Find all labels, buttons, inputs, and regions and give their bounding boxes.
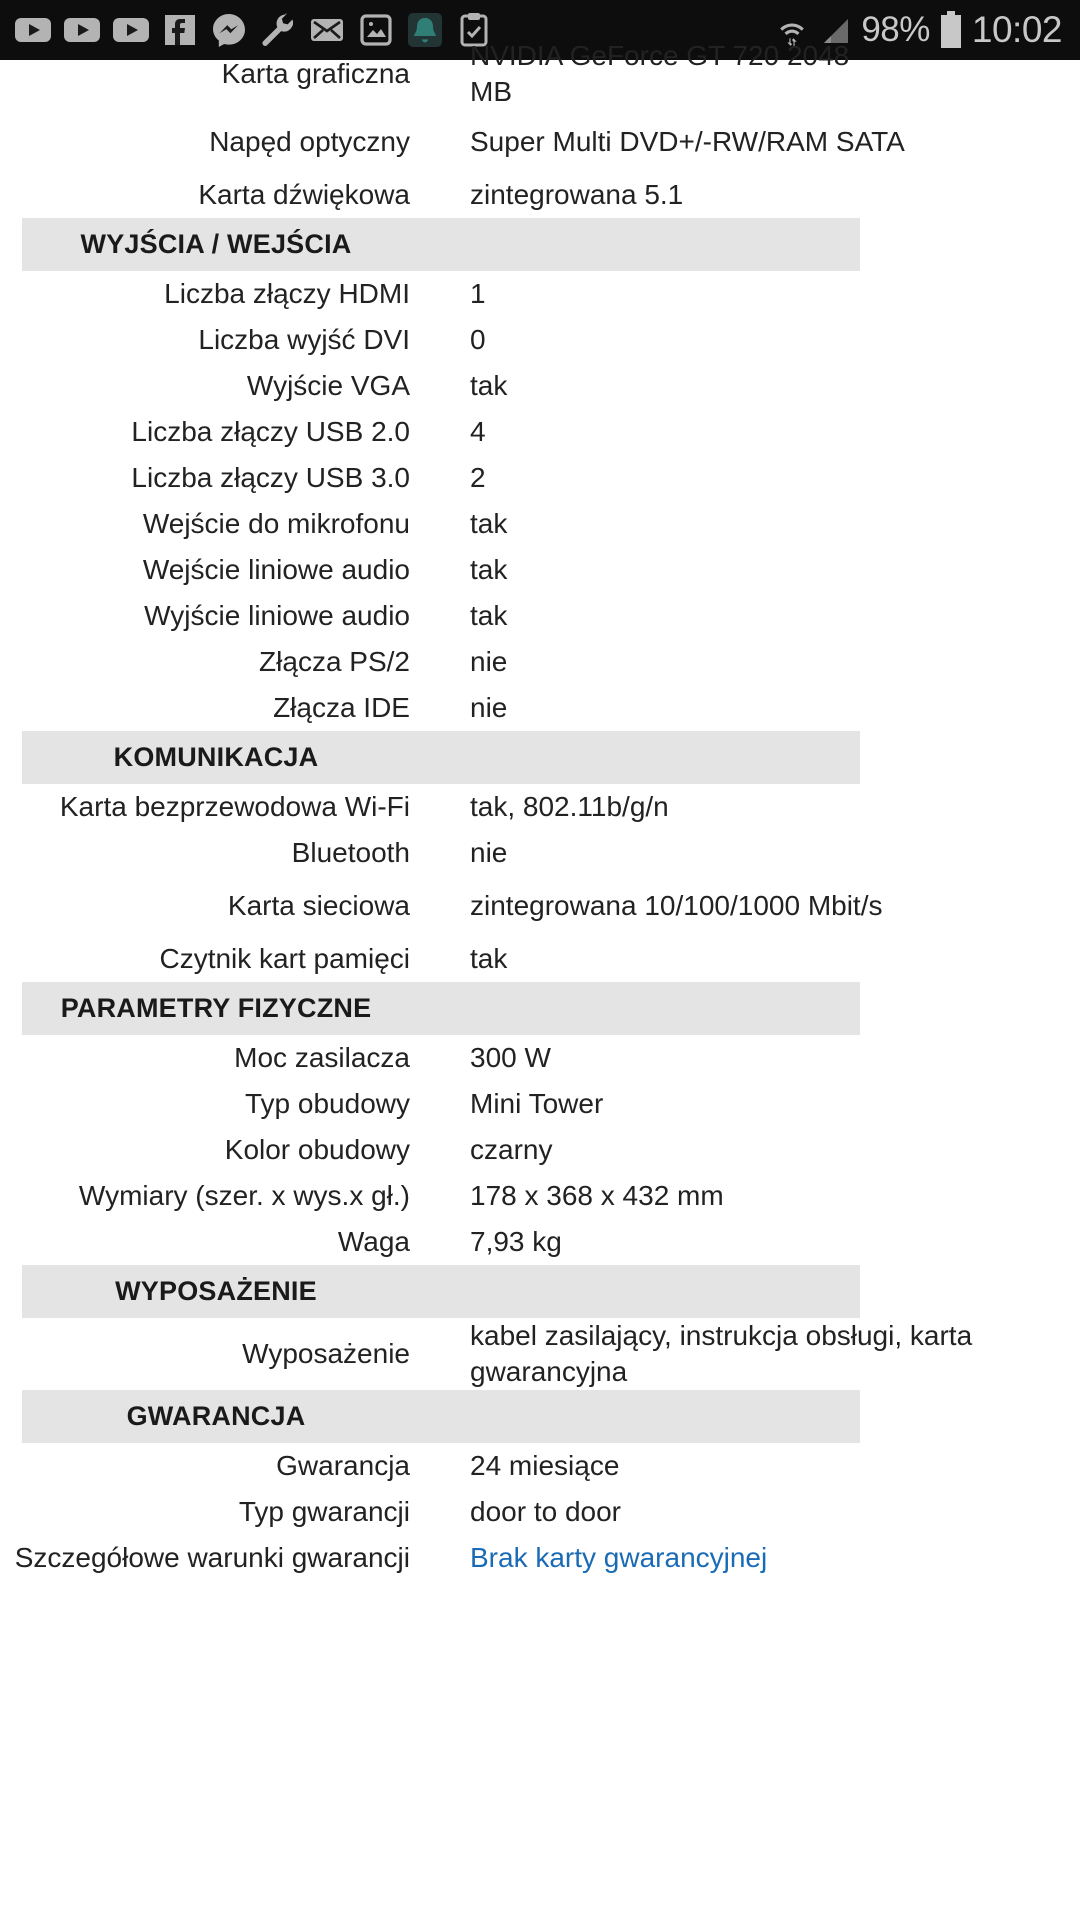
row-value: 300 W [470, 1042, 551, 1073]
table-row [0, 271, 1080, 317]
row-label: Wyjście VGA [246, 370, 410, 401]
table-row [0, 1081, 1080, 1127]
row-label: Wyposażenie [242, 1338, 410, 1369]
row-value: tak [470, 508, 508, 539]
row-value: door to door [470, 1496, 621, 1527]
row-value-line2: MB [470, 76, 512, 107]
spec-body [0, 112, 1080, 1581]
row-label: Moc zasilacza [234, 1042, 410, 1073]
table-row [0, 685, 1080, 731]
table-row [0, 593, 1080, 639]
row-label: Bluetooth [291, 837, 410, 868]
row-label: Gwarancja [276, 1450, 410, 1481]
table-row [0, 1035, 1080, 1081]
row-label: Liczba wyjść DVI [198, 324, 410, 355]
row-value: 7,93 kg [470, 1226, 562, 1257]
section-header-title: GWARANCJA [126, 1401, 306, 1431]
table-row [0, 936, 1080, 982]
row-value: 24 miesiące [470, 1450, 620, 1481]
row-value: tak [470, 943, 508, 974]
row-label: Wejście do mikrofonu [142, 508, 410, 539]
table-row [0, 363, 1080, 409]
row-value-link[interactable]: Brak karty gwarancyjnej [470, 1542, 768, 1573]
clipped-row-wrapper [0, 40, 1080, 112]
row-value [410, 38, 1080, 110]
row-value: tak [470, 600, 508, 631]
section-header-title: WYJŚCIA / WEJŚCIA [80, 229, 352, 259]
table-row [0, 547, 1080, 593]
row-label: Czytnik kart pamięci [159, 943, 410, 974]
table-row [0, 1489, 1080, 1535]
row-label: Liczba złączy HDMI [164, 278, 410, 309]
row-value: nie [470, 692, 508, 723]
row-value: 2 [470, 462, 486, 493]
table-row [0, 317, 1080, 363]
table-row [0, 876, 1080, 936]
row-value: Super Multi DVD+/-RW/RAM SATA [470, 126, 905, 157]
section-header [22, 218, 860, 271]
table-row [0, 1318, 1080, 1390]
row-label: Typ gwarancji [238, 1496, 410, 1527]
table-row [0, 172, 1080, 218]
table-row [0, 38, 1080, 110]
section-header-title: WYPOSAŻENIE [115, 1276, 317, 1306]
row-label: Typ obudowy [245, 1088, 410, 1119]
table-row [0, 112, 1080, 172]
row-value: 4 [470, 416, 486, 447]
row-label: Wyjście liniowe audio [144, 600, 410, 631]
row-label: Kolor obudowy [224, 1134, 410, 1165]
row-value: Mini Tower [470, 1088, 604, 1119]
row-label: Wejście liniowe audio [142, 554, 410, 585]
row-value: 0 [470, 324, 486, 355]
row-label: Karta dźwiękowa [198, 179, 410, 210]
table-row [0, 1443, 1080, 1489]
row-label: Złącza IDE [273, 692, 410, 723]
row-value: tak [470, 554, 508, 585]
row-label: Karta sieciowa [227, 890, 410, 921]
table-row [0, 1219, 1080, 1265]
section-header [22, 1265, 860, 1318]
row-label: Liczba złączy USB 2.0 [131, 416, 410, 447]
row-value: nie [470, 646, 508, 677]
row-value: tak [470, 370, 508, 401]
row-value: nie [470, 837, 508, 868]
row-value-line1: NVIDIA GeForce GT 720 2048 [470, 40, 850, 71]
row-label: Wymiary (szer. x wys.x gł.) [78, 1180, 410, 1211]
table-row [0, 1173, 1080, 1219]
table-row [0, 784, 1080, 830]
row-value: 178 x 368 x 432 mm [470, 1180, 724, 1211]
row-label: Waga [337, 1226, 410, 1257]
table-row [0, 455, 1080, 501]
row-label: Karta graficzna [221, 58, 410, 89]
section-header [22, 1390, 860, 1443]
row-label: Napęd optyczny [209, 126, 410, 157]
row-value: zintegrowana 10/100/1000 Mbit/s [470, 890, 883, 921]
clock-label: 10:02 [971, 9, 1062, 50]
row-value: czarny [470, 1134, 553, 1165]
battery-percent-label: 98% [861, 10, 930, 49]
table-row [0, 639, 1080, 685]
table-row [0, 830, 1080, 876]
section-header [22, 731, 860, 784]
row-value: zintegrowana 5.1 [470, 179, 684, 210]
row-value: 1 [470, 278, 486, 309]
row-label: Karta bezprzewodowa Wi-Fi [59, 791, 410, 822]
row-label: Złącza PS/2 [259, 646, 410, 677]
row-label: Liczba złączy USB 3.0 [131, 462, 410, 493]
section-header-title: KOMUNIKACJA [113, 742, 319, 772]
section-header-title: PARAMETRY FIZYCZNE [60, 993, 372, 1023]
row-value: tak, 802.11b/g/n [470, 791, 669, 822]
row-value: kabel zasilający, instrukcja obsługi, karta gwarancyjna [470, 1320, 973, 1387]
table-row [0, 1535, 1080, 1581]
specification-table [0, 40, 1080, 1581]
table-row [0, 1127, 1080, 1173]
row-label: Szczegółowe warunki gwarancji [14, 1542, 410, 1573]
table-row [0, 501, 1080, 547]
table-row [0, 409, 1080, 455]
section-header [22, 982, 860, 1035]
